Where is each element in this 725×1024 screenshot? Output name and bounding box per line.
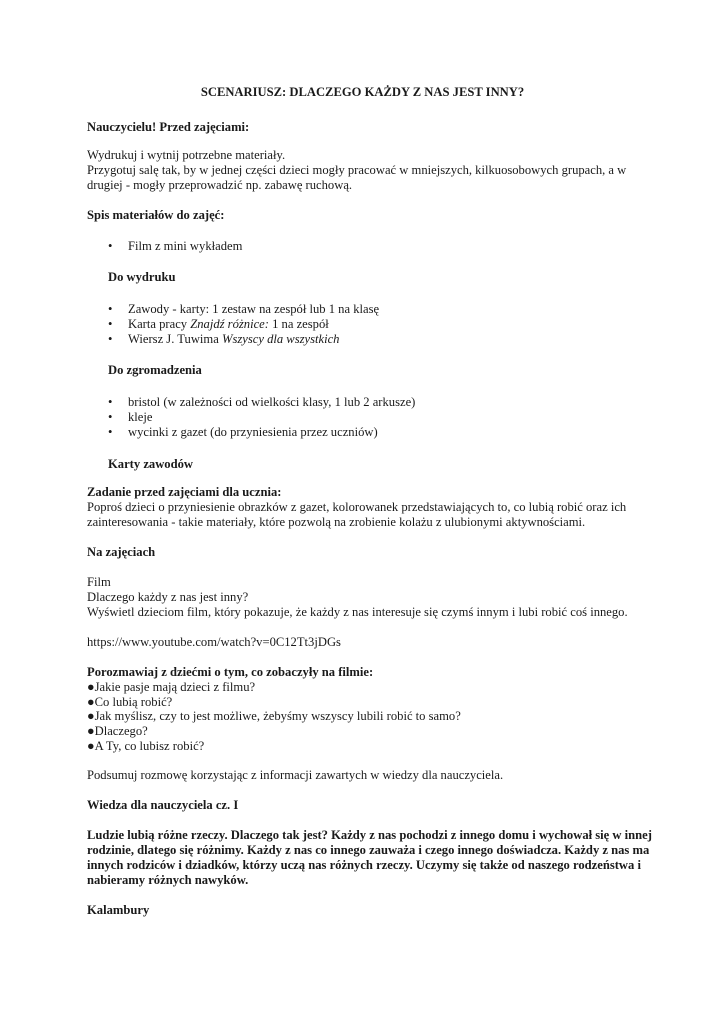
film-url-link[interactable]: https://www.youtube.com/watch?v=0C12Tt3jDGs xyxy=(87,635,341,649)
print-heading: Do wydruku xyxy=(108,270,176,284)
teacher-knowledge-line: nabieramy różnych nawyków. xyxy=(87,873,249,887)
material-item: Film z mini wykładem xyxy=(128,239,243,253)
discussion-question: ●Co lubią robić? xyxy=(87,695,173,709)
gather-heading: Do zgromadzenia xyxy=(108,363,202,377)
materials-heading: Spis materiałów do zajęć: xyxy=(87,208,225,222)
film-label: Film xyxy=(87,575,111,589)
discussion-heading: Porozmawiaj z dziećmi o tym, co zobaczyły na filmie: xyxy=(87,665,374,679)
student-task-heading: Zadanie przed zajęciami dla ucznia: xyxy=(87,485,282,499)
bullet-icon: • xyxy=(108,239,113,253)
film-title: Dlaczego każdy z nas jest inny? xyxy=(87,590,249,604)
bullet-icon: • xyxy=(108,317,113,331)
discussion-question: ●Dlaczego? xyxy=(87,724,148,738)
cards-heading: Karty zawodów xyxy=(108,457,193,471)
discussion-question: ●A Ty, co lubisz robić? xyxy=(87,739,205,753)
in-class-heading: Na zajęciach xyxy=(87,545,156,559)
teacher-knowledge-line: innych rodziców i dziadków, którzy uczą nas różnych rzeczy. Uczymy się także od naszego rodzeństwa i xyxy=(87,858,641,872)
print-item: Wiersz J. Tuwima Wszyscy dla wszystkich xyxy=(128,332,340,346)
document-title: SCENARIUSZ: DLACZEGO KAŻDY Z NAS JEST INNY? xyxy=(200,85,525,99)
gather-item: kleje xyxy=(128,410,153,424)
bullet-icon: • xyxy=(108,425,113,439)
bullet-icon: • xyxy=(108,395,113,409)
before-class-heading: Nauczycielu! Przed zajęciami: xyxy=(87,120,250,134)
student-task-line: zainteresowania - takie materiały, które pozwolą na zrobienie kolażu z ulubionymi aktywnościami. xyxy=(87,515,586,529)
before-class-line: Przygotuj salę tak, by w jednej części dzieci mogły pracować w mniejszych, kilkuosobowych grupach, a w xyxy=(87,163,627,177)
student-task-line: Poproś dzieci o przyniesienie obrazków z gazet, kolorowanek przedstawiających to, co lubią robić oraz ich xyxy=(87,500,627,514)
film-instruction: Wyświetl dzieciom film, który pokazuje, że każdy z nas interesuje się czymś innym i lubi robić coś innego. xyxy=(87,605,628,619)
before-class-line: Wydrukuj i wytnij potrzebne materiały. xyxy=(87,148,286,162)
teacher-knowledge-line: Ludzie lubią różne rzeczy. Dlaczego tak jest? Każdy z nas pochodzi z innego domu i wychował się w innej xyxy=(87,828,652,842)
discussion-question: ●Jak myślisz, czy to jest możliwe, żebyśmy wszyscy lubili robić to samo? xyxy=(87,709,461,723)
discussion-question: ●Jakie pasje mają dzieci z filmu? xyxy=(87,680,256,694)
bullet-icon: • xyxy=(108,302,113,316)
teacher-knowledge-line: rodzinie, dlatego się różnimy. Każdy z nas co innego zauważa i czego innego doświadcza. Każdy z nas ma xyxy=(87,843,650,857)
gather-item: bristol (w zależności od wielkości klasy, 1 lub 2 arkusze) xyxy=(128,395,416,409)
print-item: Zawody - karty: 1 zestaw na zespół lub 1 na klasę xyxy=(128,302,380,316)
discussion-summary: Podsumuj rozmowę korzystając z informacji zawartych w wiedzy dla nauczyciela. xyxy=(87,768,504,782)
charades-heading: Kalambury xyxy=(87,903,150,917)
print-item: Karta pracy Znajdź różnice: 1 na zespół xyxy=(128,317,329,331)
bullet-icon: • xyxy=(108,332,113,346)
bullet-icon: • xyxy=(108,410,113,424)
teacher-knowledge-heading: Wiedza dla nauczyciela cz. I xyxy=(87,798,239,812)
gather-item: wycinki z gazet (do przyniesienia przez uczniów) xyxy=(128,425,378,439)
before-class-line: drugiej - mogły przeprowadzić np. zabawę ruchową. xyxy=(87,178,353,192)
